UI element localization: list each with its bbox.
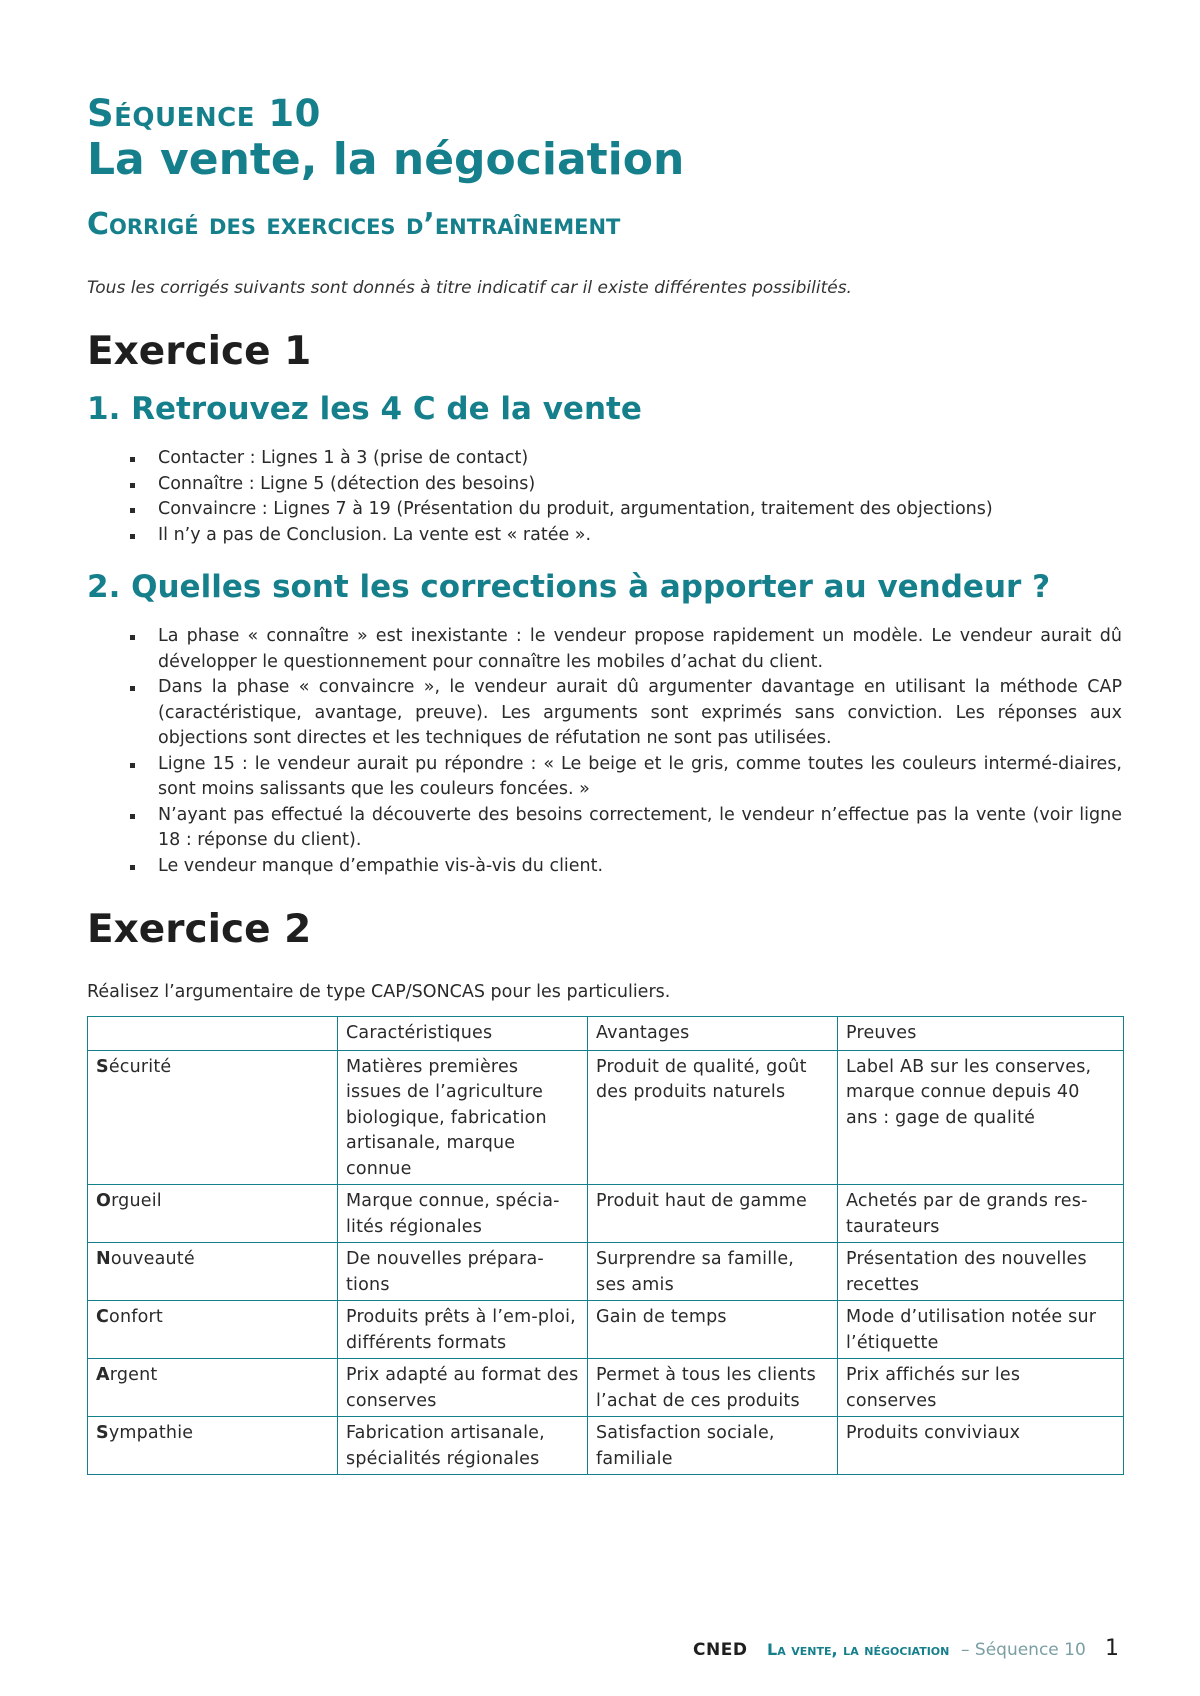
row-label-initial: A xyxy=(96,1365,110,1385)
table-cell: Produits prêts à l’em-ploi, différents formats xyxy=(338,1301,588,1359)
list-item: Convaincre : Lignes 7 à 19 (Présentation du produit, argumentation, traitement des objections) xyxy=(87,497,1122,523)
list-item: N’ayant pas effectué la découverte des besoins correctement, le vendeur n’effectue pas la vente (voir ligne 18 : réponse du client). xyxy=(87,803,1122,854)
row-label xyxy=(88,1185,338,1243)
table-cell: Label AB sur les conserves, marque connue depuis 40 ans : gage de qualité xyxy=(838,1050,1124,1185)
page-title: La vente, la négociation xyxy=(87,134,685,185)
row-label-rest: ympathie xyxy=(108,1423,194,1443)
row-label-initial: O xyxy=(96,1191,112,1211)
table-row xyxy=(88,1050,1124,1185)
row-label xyxy=(88,1359,338,1417)
row-label xyxy=(88,1243,338,1301)
table-header-cell xyxy=(88,1017,338,1051)
intro-note: Tous les corrigés suivants sont donnés à titre indicatif car il existe différentes possibilités. xyxy=(87,278,852,298)
page-number: 1 xyxy=(1105,1636,1119,1661)
publisher-name: CNED xyxy=(693,1640,748,1660)
soncas-table xyxy=(87,1016,1124,1475)
table-cell: Prix adapté au format des conserves xyxy=(338,1359,588,1417)
list-item: Dans la phase « convaincre », le vendeur aurait dû argumenter davantage en utilisant la méthode CAP (caractéristique, avantage, preuve). Les arguments sont exprimés sans conviction. Les réponses aux objections sont directes et les techniques de réfutation ne sont pas utilisées. xyxy=(87,675,1122,752)
table-cell: Gain de temps xyxy=(588,1301,838,1359)
table-cell: Matières premières issues de l’agriculture biologique, fabrication artisanale, marque connue xyxy=(338,1050,588,1185)
table-cell: Produits conviviaux xyxy=(838,1417,1124,1475)
list-item: Ligne 15 : le vendeur aurait pu répondre : « Le beige et le gris, comme toutes les couleurs intermé-diaires, sont moins salissants que les couleurs foncées. » xyxy=(87,752,1122,803)
row-label-rest: onfort xyxy=(109,1307,163,1327)
row-label-initial: N xyxy=(96,1249,111,1269)
table-row xyxy=(88,1301,1124,1359)
row-label xyxy=(88,1417,338,1475)
list-item: Contacter : Lignes 1 à 3 (prise de contact) xyxy=(87,446,1122,472)
exercise-2-title: Exercice 2 xyxy=(87,907,312,952)
table-header-row xyxy=(88,1017,1124,1051)
table-cell: Produit haut de gamme xyxy=(588,1185,838,1243)
row-label xyxy=(88,1050,338,1185)
table-cell: De nouvelles prépara-tions xyxy=(338,1243,588,1301)
row-label xyxy=(88,1301,338,1359)
list-item: Le vendeur manque d’empathie vis-à-vis du client. xyxy=(87,854,1122,880)
table-cell: Présentation des nouvelles recettes xyxy=(838,1243,1124,1301)
row-label-initial: S xyxy=(96,1056,109,1077)
table-row xyxy=(88,1243,1124,1301)
table-cell: Achetés par de grands res-taurateurs xyxy=(838,1185,1124,1243)
list-item: Il n’y a pas de Conclusion. La vente est « ratée ». xyxy=(87,523,1122,549)
table-cell: Satisfaction sociale, familiale xyxy=(588,1417,838,1475)
document-page xyxy=(87,0,1122,1696)
table-cell: Prix affichés sur les conserves xyxy=(838,1359,1124,1417)
table-cell: Permet à tous les clients l’achat de ces produits xyxy=(588,1359,838,1417)
table-cell: Produit de qualité, goût des produits naturels xyxy=(588,1050,838,1185)
question-2-title: 2. Quelles sont les corrections à apporter au vendeur ? xyxy=(87,569,1051,605)
row-label-initial: S xyxy=(96,1423,109,1443)
table-row xyxy=(88,1185,1124,1243)
question-1-title: 1. Retrouvez les 4 C de la vente xyxy=(87,391,642,427)
table-cell: Surprendre sa famille, ses amis xyxy=(588,1243,838,1301)
table-cell: Marque connue, spécia-lités régionales xyxy=(338,1185,588,1243)
list-item: Connaître : Ligne 5 (détection des besoins) xyxy=(87,472,1122,498)
table-header-cell: Avantages xyxy=(588,1017,838,1051)
row-label-rest: rgueil xyxy=(111,1191,162,1211)
row-label-rest: écurité xyxy=(108,1056,172,1077)
row-label-rest: ouveauté xyxy=(110,1249,195,1269)
row-label-rest: rgent xyxy=(109,1365,158,1385)
list-item: La phase « connaître » est inexistante : le vendeur propose rapidement un modèle. Le vendeur aurait dû développer le questionnement pour connaître les mobiles d’achat du client. xyxy=(87,624,1122,675)
question-1-list xyxy=(87,446,1122,548)
table-row xyxy=(88,1359,1124,1417)
footer-sequence: – Séquence 10 xyxy=(961,1640,1086,1660)
question-2-list xyxy=(87,624,1122,879)
page-footer xyxy=(87,1636,1122,1666)
table-header-cell: Preuves xyxy=(838,1017,1124,1051)
exercise-2-intro: Réalisez l’argumentaire de type CAP/SONCAS pour les particuliers. xyxy=(87,982,671,1002)
sequence-heading: Séquence 10 xyxy=(87,92,321,135)
table-cell: Mode d’utilisation notée sur l’étiquette xyxy=(838,1301,1124,1359)
row-label-initial: C xyxy=(96,1307,110,1327)
page-subtitle: Corrigé des exercices d’entraînement xyxy=(87,207,621,242)
exercise-1-title: Exercice 1 xyxy=(87,329,312,374)
footer-title: La vente, la négociation xyxy=(767,1640,950,1659)
table-row xyxy=(88,1417,1124,1475)
table-cell: Fabrication artisanale, spécialités régionales xyxy=(338,1417,588,1475)
table-header-cell: Caractéristiques xyxy=(338,1017,588,1051)
